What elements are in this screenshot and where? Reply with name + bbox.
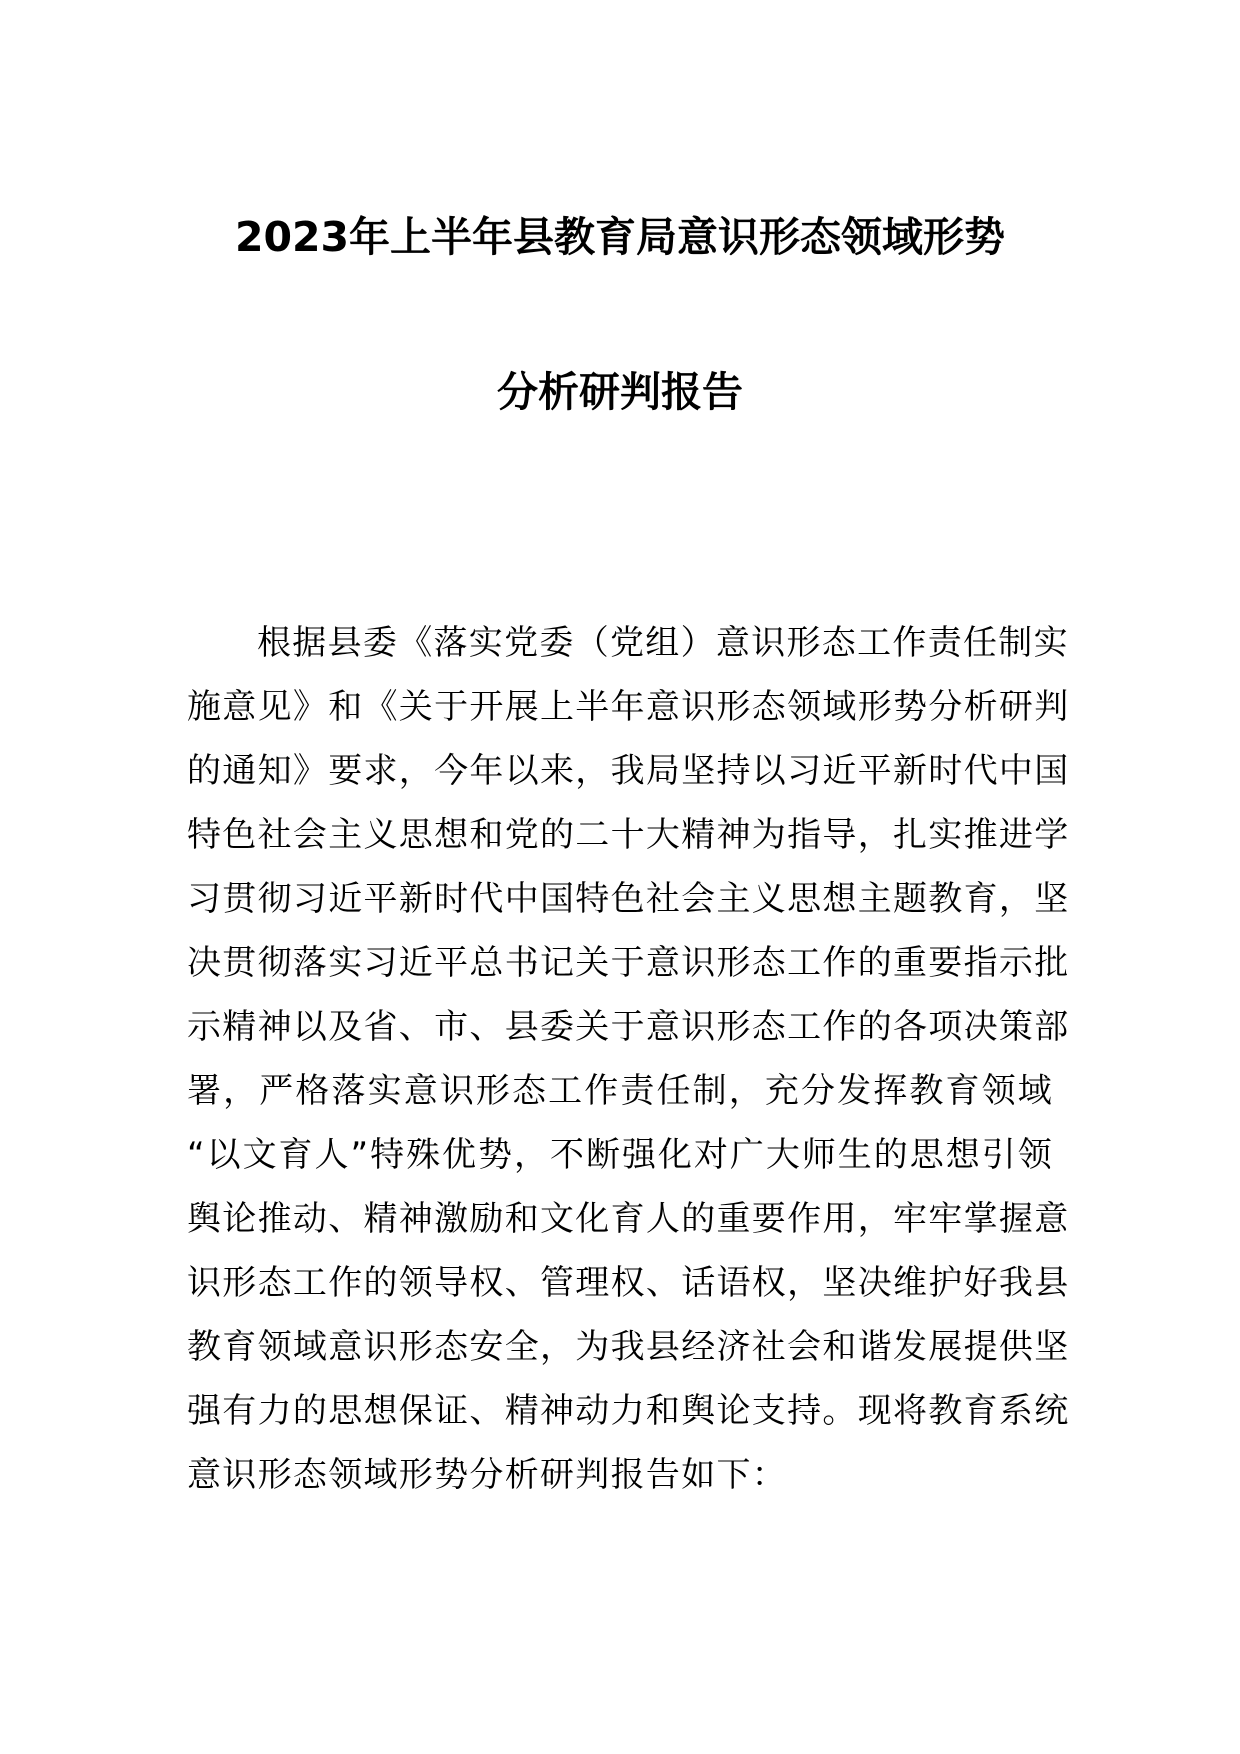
paragraph-line: 识形态工作的领导权、管理权、话语权，坚决维护好我县 [187,1263,1070,1303]
paragraph-line: 意识形态领域形势分析研判报告如下： [187,1455,788,1495]
paragraph-line: 习贯彻习近平新时代中国特色社会主义思想主题教育，坚 [187,879,1070,919]
paragraph-line: 强有力的思想保证、精神动力和舆论支持。现将教育系统 [187,1391,1070,1431]
paragraph-line: “以文育人”特殊优势，不断强化对广大师生的思想引领 [187,1135,1053,1175]
paragraph-line: 特色社会主义思想和党的二十大精神为指导，扎实推进学 [187,815,1070,855]
paragraph-line: 示精神以及省、市、县委关于意识形态工作的各项决策部 [187,1007,1070,1047]
paragraph-line: 教育领域意识形态安全，为我县经济社会和谐发展提供坚 [187,1327,1070,1367]
paragraph-line: 舆论推动、精神激励和文化育人的重要作用，牢牢掌握意 [187,1199,1070,1239]
paragraph-line: 的通知》要求，今年以来，我局坚持以习近平新时代中国 [187,751,1070,791]
document-title-line-1: 2023年上半年县教育局意识形态领域形势 [234,213,1006,261]
paragraph-line: 根据县委《落实党委（党组）意识形态工作责任制实 [257,623,1069,663]
document-title-line-2: 分析研判报告 [497,368,743,416]
paragraph-line: 署，严格落实意识形态工作责任制，充分发挥教育领域 [187,1071,1053,1111]
paragraph-line: 决贯彻落实习近平总书记关于意识形态工作的重要指示批 [187,943,1070,983]
paragraph-line: 施意见》和《关于开展上半年意识形态领域形势分析研判 [187,687,1070,727]
